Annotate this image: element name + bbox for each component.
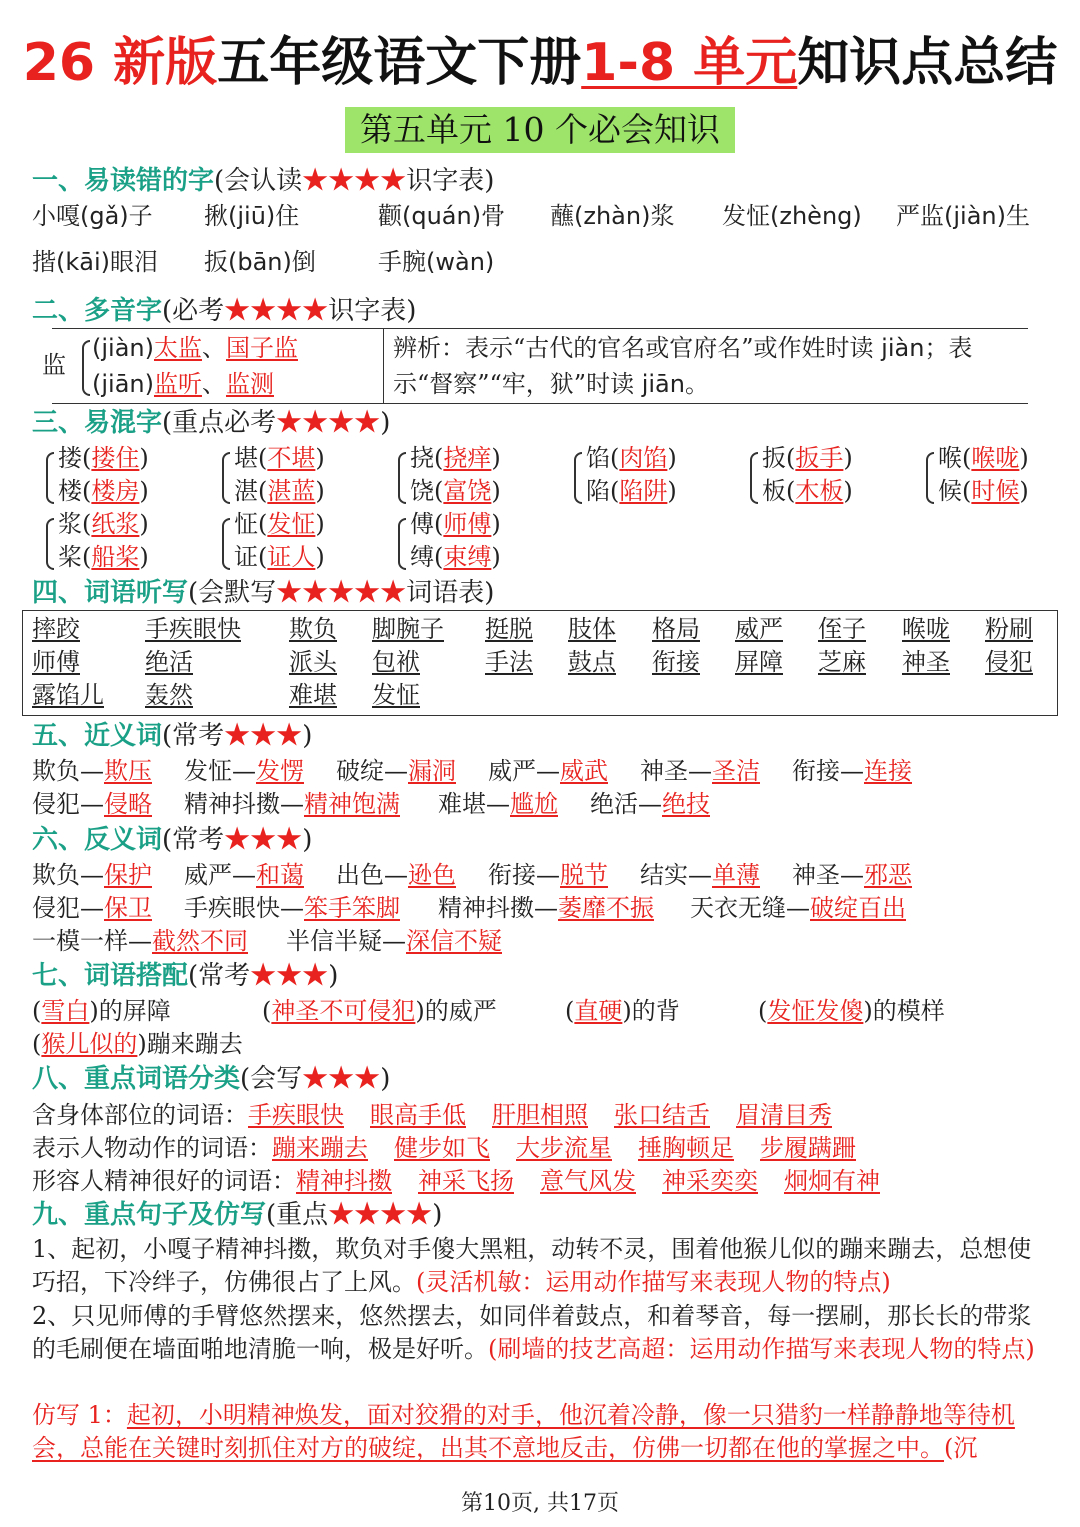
polyphone-analysis-line-1: 辨析：表示“古代的官名或官府名”或作姓时读 jiàn；表 (393, 334, 973, 362)
classification-word: 神采飞扬 (418, 1167, 514, 1195)
confusable-item: 扳(扳手) (762, 444, 853, 472)
section-note: ) (328, 961, 339, 991)
confusable-item: 湛(湛蓝) (234, 477, 325, 505)
section-note: 识字表) (406, 166, 495, 196)
title-part-1: 26 新版 (22, 33, 218, 93)
pinyin-item: 蘸(zhàn)浆 (550, 202, 675, 230)
classification-word: 神采奕奕 (662, 1167, 758, 1195)
dictation-word: 挺脱 (485, 615, 533, 643)
synonym-pair: 威严—威武 (488, 757, 608, 785)
confusable-item: 缚(束缚) (410, 543, 501, 571)
stars: ★★★★ (328, 1200, 433, 1230)
group-bracket (398, 518, 406, 570)
dictation-word: 派头 (289, 648, 337, 676)
classification-word: 捶胸顿足 (638, 1134, 734, 1162)
confusable-item: 馅(肉馅) (586, 444, 677, 472)
confusable-item: 桨(船桨) (58, 543, 149, 571)
stars: ★★★ (302, 1064, 381, 1094)
synonym-pair: 绝活—绝技 (590, 790, 710, 818)
antonym-pair: 神圣—邪恶 (792, 861, 912, 889)
section-note: 识字表) (328, 296, 417, 326)
polyphone-row-1: (jiàn)太监、国子监 (92, 334, 298, 362)
classification-word: 大步流星 (516, 1134, 612, 1162)
dictation-word: 格局 (652, 615, 700, 643)
collocation-item: (直硬)的背 (565, 997, 680, 1025)
group-bracket (750, 452, 758, 504)
collocation-item: (雪白)的屏障 (32, 997, 171, 1025)
pinyin-item: 扳(bān)倒 (204, 248, 316, 276)
dictation-word: 神圣 (902, 648, 950, 676)
confusable-item: 堪(不堪) (234, 444, 325, 472)
pinyin-item: 发怔(zhèng) (722, 202, 862, 230)
page-footer: 第10页, 共17页 (461, 1491, 619, 1516)
section-3-heading (32, 406, 390, 440)
antonym-pair: 一模一样—截然不同 (32, 927, 248, 955)
synonym-pair: 精神抖擞—精神饱满 (184, 790, 400, 818)
group-bracket (926, 452, 934, 504)
section-6-heading (32, 823, 312, 857)
section-note: ) (432, 1200, 443, 1230)
classification-word: 张口结舌 (614, 1101, 710, 1129)
section-note: ) (380, 1064, 391, 1094)
section-title: 七、词语搭配 (32, 961, 189, 991)
stars: ★★★★ (276, 408, 381, 438)
stars: ★★★★ (302, 166, 407, 196)
collocation-item: (神圣不可侵犯)的威严 (262, 997, 497, 1025)
section-note: (会写 (240, 1064, 303, 1094)
dictation-word: 摔跤 (32, 615, 80, 643)
classification-word: 手疾眼快 (248, 1101, 344, 1129)
pinyin-item: 揪(jiū)住 (204, 202, 300, 230)
antonym-pair: 出色—逊色 (336, 861, 456, 889)
dictation-word: 粉刷 (985, 615, 1033, 643)
section-note: ) (302, 721, 313, 751)
collocation-item: (发怔发傻)的模样 (758, 997, 945, 1025)
antonym-pair: 精神抖擞—萎靡不振 (438, 894, 654, 922)
dictation-word: 师傅 (32, 648, 80, 676)
pinyin-item: 手腕(wàn) (378, 248, 495, 276)
section-title: 五、近义词 (32, 721, 163, 751)
title-part-2: 五年级语文下册 (217, 33, 582, 93)
pinyin-item: 揩(kāi)眼泪 (32, 248, 158, 276)
dictation-word: 衔接 (652, 648, 700, 676)
dictation-word: 屏障 (735, 648, 783, 676)
pinyin-item: 颧(quán)骨 (378, 202, 506, 230)
classification-label: 形容人精神很好的词语： (32, 1167, 296, 1195)
classification-word: 眼高手低 (370, 1101, 466, 1129)
unit-title: 第五单元 10 个必会知识 (345, 107, 735, 153)
confusable-item: 证(证人) (234, 543, 325, 571)
classification-word: 精神抖擞 (296, 1167, 392, 1195)
dictation-word: 发怔 (372, 681, 420, 709)
group-bracket (46, 452, 54, 504)
section-note: ) (380, 408, 391, 438)
title-part-4: 知识点总结 (797, 33, 1058, 93)
classification-label: 含身体部位的词语： (32, 1101, 248, 1129)
synonym-pair: 侵犯—侵略 (32, 790, 152, 818)
antonym-pair: 天衣无缝—破绽百出 (690, 894, 906, 922)
section-note: (重点必考 (162, 408, 277, 438)
section-note: (会认读 (214, 166, 303, 196)
section-note: (必考 (162, 296, 225, 326)
page-title (0, 28, 1080, 98)
dictation-word: 肢体 (568, 615, 616, 643)
section-note: (重点 (266, 1200, 329, 1230)
classification-word: 健步如飞 (394, 1134, 490, 1162)
dictation-word: 难堪 (289, 681, 337, 709)
group-bracket (574, 452, 582, 504)
dictation-word: 芝麻 (818, 648, 866, 676)
synonym-pair: 发怔—发愣 (184, 757, 304, 785)
classification-row (32, 1099, 858, 1131)
stars: ★★★ (250, 961, 329, 991)
section-title: 六、反义词 (32, 825, 163, 855)
dictation-word: 鼓点 (568, 648, 616, 676)
classification-label: 表示人物动作的词语： (32, 1134, 272, 1162)
group-bracket (398, 452, 406, 504)
section-note: (会默写 (188, 578, 277, 608)
dictation-word: 侄子 (818, 615, 866, 643)
section-9-heading (32, 1198, 442, 1232)
antonym-pair: 结实—单薄 (640, 861, 760, 889)
classification-row (32, 1132, 882, 1164)
section-8-heading (32, 1062, 390, 1096)
section-title: 三、易混字 (32, 408, 163, 438)
section-2-heading (32, 294, 416, 328)
classification-word: 蹦来蹦去 (272, 1134, 368, 1162)
confusable-item: 候(时候) (938, 477, 1029, 505)
classification-word: 炯炯有神 (784, 1167, 880, 1195)
dictation-word: 绝活 (145, 648, 193, 676)
stars: ★★★★★ (276, 578, 407, 608)
dictation-word: 脚腕子 (372, 615, 444, 643)
stars: ★★★ (224, 825, 303, 855)
synonym-pair: 神圣—圣洁 (640, 757, 760, 785)
section-note: (常考 (162, 825, 225, 855)
dictation-word: 侵犯 (985, 648, 1033, 676)
polyphone-analysis-line-2: 示“督察”“牢，狱”时读 jiān。 (393, 370, 709, 398)
dictation-word: 手法 (485, 648, 533, 676)
dictation-word: 欺负 (289, 615, 337, 643)
section-title: 八、重点词语分类 (32, 1064, 241, 1094)
dictation-word: 轰然 (145, 681, 193, 709)
antonym-pair: 威严—和蔼 (184, 861, 304, 889)
pinyin-item: 小嘎(gǎ)子 (32, 202, 153, 230)
synonym-pair: 难堪—尴尬 (438, 790, 558, 818)
confusable-item: 饶(富饶) (410, 477, 501, 505)
section-4-heading (32, 576, 494, 610)
dictation-word: 威严 (735, 615, 783, 643)
confusable-item: 浆(纸浆) (58, 510, 149, 538)
confusable-item: 怔(发怔) (234, 510, 325, 538)
antonym-pair: 手疾眼快—笨手笨脚 (184, 894, 400, 922)
classification-row (32, 1165, 906, 1197)
polyphone-row-2: (jiān)监听、监测 (92, 370, 274, 398)
section-note: (常考 (188, 961, 251, 991)
key-sentence-2: 2、只见师傅的手臂悠然摆来，悠然摆去，如同伴着鼓点，和着琴音，每一摆刷，那长长的带浆的毛刷便在墙面啪地清脆一响，极是好听。(刷墙的技艺高超：运用动作描写来表现人物的特点) (32, 1302, 1035, 1363)
section-note: ) (302, 825, 313, 855)
section-title: 二、多音字 (32, 296, 163, 326)
dictation-word: 手疾眼快 (145, 615, 241, 643)
confusable-item: 挠(挠痒) (410, 444, 501, 472)
section-5-heading (32, 719, 312, 753)
synonym-pair: 衔接—连接 (792, 757, 912, 785)
group-bracket (222, 518, 230, 570)
confusable-item: 楼(楼房) (58, 477, 149, 505)
dictation-word: 露馅儿 (32, 681, 104, 709)
dictation-word: 包袱 (372, 648, 420, 676)
confusable-item: 搂(搂住) (58, 444, 149, 472)
classification-word: 眉清目秀 (736, 1101, 832, 1129)
section-1-heading (32, 164, 494, 198)
antonym-pair: 衔接—脱节 (488, 861, 608, 889)
collocation-item: (猴儿似的)蹦来蹦去 (32, 1030, 243, 1058)
section-note: (常考 (162, 721, 225, 751)
dictation-word: 喉咙 (902, 615, 950, 643)
section-title: 一、易读错的字 (32, 166, 215, 196)
key-sentence-1: 1、起初，小嘎子精神抖擞，欺负对手傻大黑粗，动转不灵，围着他猴儿似的蹦来蹦去，总想使巧招，下冷绊子，仿佛很占了上风。(灵活机敏：运用动作描写来表现人物的特点) (32, 1235, 1032, 1296)
pinyin-item: 严监(jiàn)生 (896, 202, 1030, 230)
polyphone-char: 监 (42, 351, 66, 379)
confusable-item: 傅(师傅) (410, 510, 501, 538)
group-bracket (222, 452, 230, 504)
section-title: 四、词语听写 (32, 578, 189, 608)
section-title: 九、重点句子及仿写 (32, 1200, 267, 1230)
confusable-item: 陷(陷阱) (586, 477, 677, 505)
group-bracket (46, 518, 54, 570)
antonym-pair: 半信半疑—深信不疑 (286, 927, 502, 955)
classification-word: 肝胆相照 (492, 1101, 588, 1129)
synonym-pair: 欺负—欺压 (32, 757, 152, 785)
stars: ★★★ (224, 721, 303, 751)
confusable-item: 板(木板) (762, 477, 853, 505)
title-part-3: 1-8 单元 (581, 33, 798, 93)
confusable-item: 喉(喉咙) (938, 444, 1029, 472)
section-note: 词语表) (406, 578, 495, 608)
classification-word: 步履蹒跚 (760, 1134, 856, 1162)
antonym-pair: 侵犯—保卫 (32, 894, 152, 922)
stars: ★★★★ (224, 296, 329, 326)
section-7-heading (32, 959, 338, 993)
classification-word: 意气风发 (540, 1167, 636, 1195)
synonym-pair: 破绽—漏洞 (336, 757, 456, 785)
antonym-pair: 欺负—保护 (32, 861, 152, 889)
imitation-sentence-1: 仿写 1：起初，小明精神焕发，面对狡猾的对手，他沉着冷静，像一只猎豹一样静静地等待机会，总能在关键时刻抓住对方的破绽，出其不意地反击，仿佛一切都在他的掌握之中。(沉 (32, 1401, 1015, 1462)
